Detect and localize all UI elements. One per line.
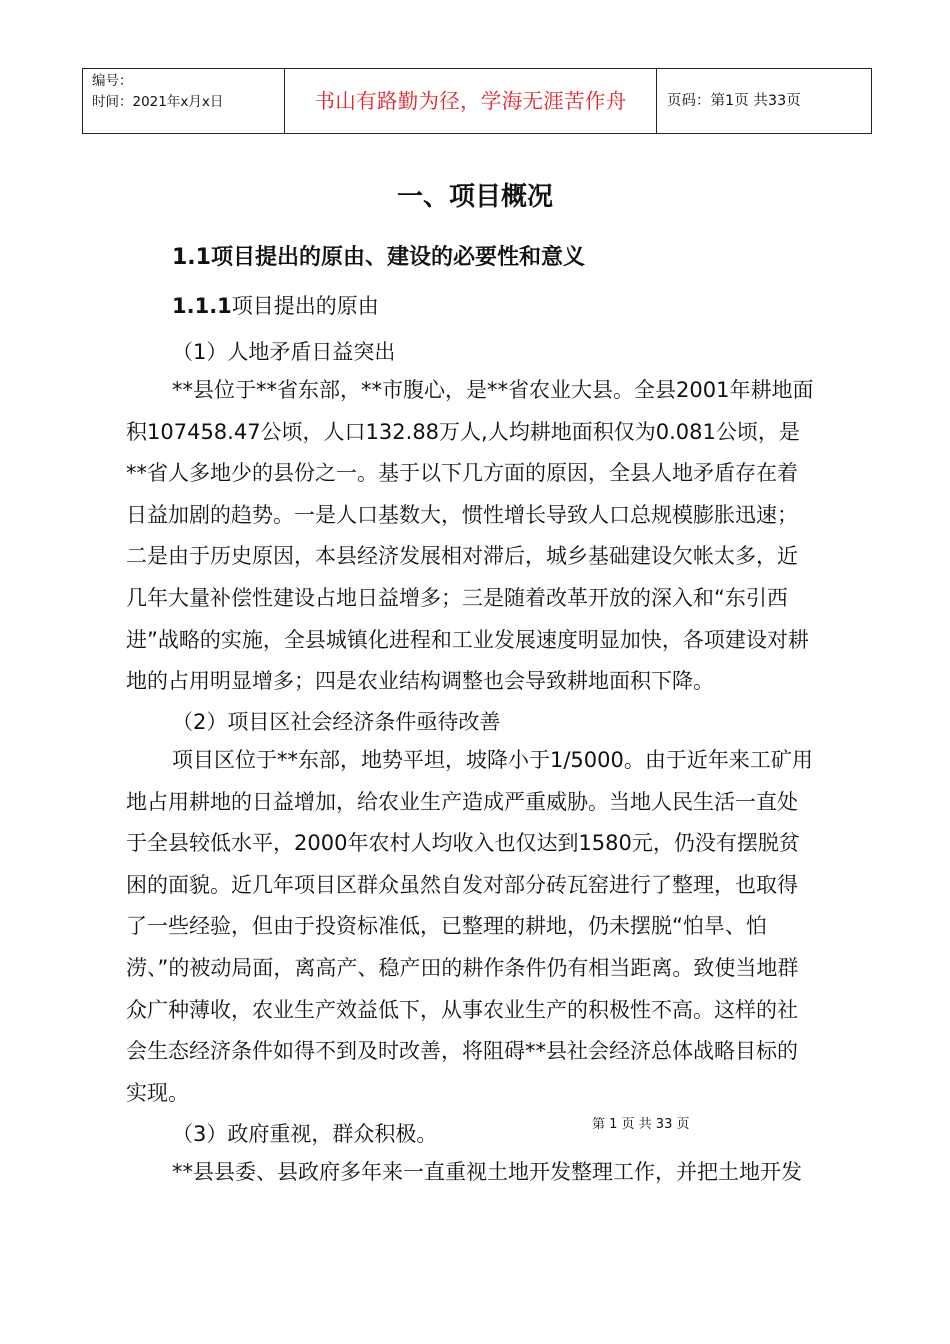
paragraph-line: 几年大量补偿性建设占地日益增多；三是随着改革开放的深入和“东引西 xyxy=(126,585,788,610)
subsection-number: 1.1.1 xyxy=(172,294,232,318)
subsection-title: 项目提出的原由 xyxy=(231,294,379,318)
header-meta xyxy=(83,69,285,133)
paragraph-line: **县位于**省东部，**市腹心，是**省农业大县。全县2001年耕地面 xyxy=(172,378,814,402)
document-time-label: 时间：2021年x月x日 xyxy=(92,94,224,110)
paragraph-line: **县县委、县政府多年来一直重视土地开发整理工作，并把土地开发 xyxy=(172,1160,802,1184)
paragraph-line: 会生态经济条件如得不到及时改善，将阻碍**县社会经济总体战略目标的 xyxy=(126,1039,798,1064)
header-page-info: 页码：第1页 共33页 xyxy=(667,92,801,109)
section-heading xyxy=(172,240,585,271)
paragraph-line: 地占用耕地的日益增加，给农业生产造成严重威胁。当地人民生活一直处 xyxy=(126,789,798,814)
page-header xyxy=(82,68,872,134)
subsection-heading xyxy=(172,290,379,320)
paragraph-1 xyxy=(126,370,813,703)
list-item-1: （1）人地矛盾日益突出 xyxy=(172,340,396,364)
paragraph-line: 地的占用明显增多；四是农业结构调整也会导致耕地面积下降。 xyxy=(126,669,714,694)
paragraph-line: 涝、”的被动局面，离高产、稳产田的耕作条件仍有相当距离。致使当地群 xyxy=(126,955,799,980)
paragraph-line: 众广种薄收，农业生产效益低下，从事农业生产的积极性不高。这样的社 xyxy=(126,997,798,1022)
section-number: 1.1 xyxy=(172,245,211,270)
list-item-3: （3）政府重视，群众积极。 xyxy=(172,1122,438,1146)
paragraph-line: 日益加剧的趋势。一是人口基数大，惯性增长导致人口总规模膨胀迅速； xyxy=(126,502,798,527)
paragraph-line: 实现。 xyxy=(126,1080,189,1105)
document-title: 一、项目概况 xyxy=(396,182,553,212)
paragraph-line: 积107458.47公顷，人口132.88万人,人均耕地面积仅为0.081公顷，是 xyxy=(126,419,800,444)
paragraph-2 xyxy=(126,740,813,1114)
page-footer: 第 1 页 共 33 页 xyxy=(592,1117,690,1132)
paragraph-line: **省人多地少的县份之一。基于以下几方面的原因，全县人地矛盾存在着 xyxy=(126,461,798,486)
paragraph-line: 于全县较低水平，2000年农村人均收入也仅达到1580元，仍没有摆脱贫 xyxy=(126,831,800,856)
paragraph-line: 项目区位于**东部，地势平坦，坡降小于1/5000。由于近年来工矿用 xyxy=(172,748,813,772)
header-motto: 书山有路勤为径，学海无涯苦作舟 xyxy=(285,69,657,133)
list-item-2: （2）项目区社会经济条件亟待改善 xyxy=(172,710,501,734)
paragraph-line: 二是由于历史原因，本县经济发展相对滞后，城乡基础建设欠帐太多，近 xyxy=(126,544,798,569)
paragraph-line: 了一些经验，但由于投资标准低，已整理的耕地，仍未摆脱“怕旱、怕 xyxy=(126,914,767,939)
paragraph-line: 困的面貌。近几年项目区群众虽然自发对部分砖瓦窑进行了整理，也取得 xyxy=(126,872,798,897)
paragraph-3 xyxy=(126,1152,802,1194)
section-title: 项目提出的原由、建设的必要性和意义 xyxy=(210,245,585,270)
paragraph-line: 进”战略的实施，全县城镇化进程和工业发展速度明显加快，各项建设对耕 xyxy=(126,627,809,652)
document-number-label: 编号： xyxy=(92,73,133,89)
